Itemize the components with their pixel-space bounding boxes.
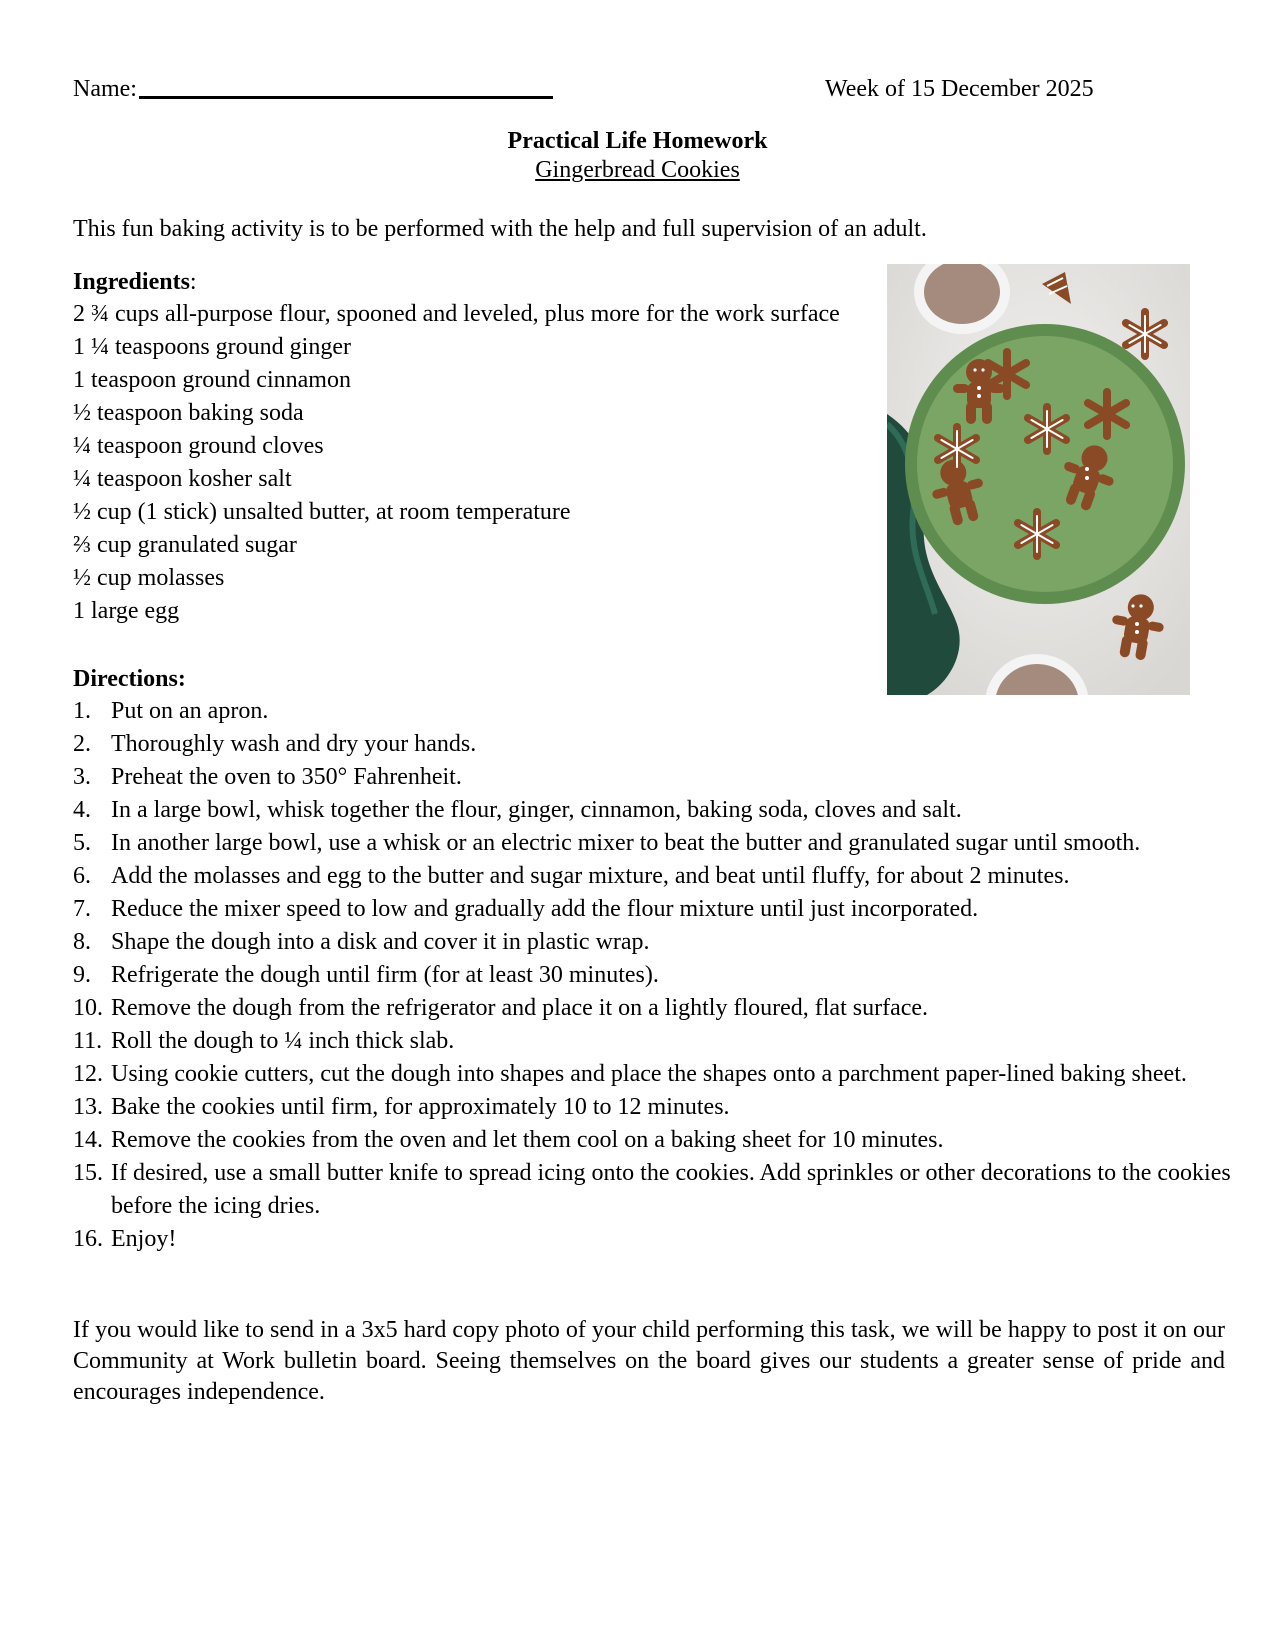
- step-number: 1.: [73, 698, 91, 724]
- gingerbread-cookies-photo-icon: [887, 264, 1190, 695]
- direction-step: [73, 1091, 1243, 1124]
- name-blank-line: [139, 96, 553, 99]
- page-subtitle: [0, 155, 1275, 185]
- intro-text: This fun baking activity is to be performed with the help and full supervision of an adult.: [73, 216, 927, 242]
- step-number: 12.: [73, 1061, 103, 1087]
- ingredient-item: ½ teaspoon baking soda: [73, 400, 304, 426]
- step-text: Reduce the mixer speed to low and gradually add the flour mixture until just incorporated.: [111, 896, 979, 922]
- direction-step: [73, 1157, 1243, 1223]
- step-text: Shape the dough into a disk and cover it in plastic wrap.: [111, 929, 650, 955]
- step-text: Roll the dough to ¼ inch thick slab.: [111, 1028, 455, 1054]
- ingredients-heading: Ingredients:: [73, 269, 197, 295]
- direction-step: [73, 1025, 1243, 1058]
- step-number: 14.: [73, 1127, 103, 1153]
- step-text: Remove the dough from the refrigerator and place it on a lightly floured, flat surface.: [111, 995, 929, 1021]
- step-text: In a large bowl, whisk together the flour, ginger, cinnamon, baking soda, cloves and salt.: [111, 797, 962, 823]
- ingredient-item: ½ cup molasses: [73, 565, 225, 591]
- ingredient-item: ⅔ cup granulated sugar: [73, 532, 297, 558]
- direction-step: [73, 992, 1243, 1025]
- direction-step: [73, 728, 1243, 761]
- step-text: Bake the cookies until firm, for approximately 10 to 12 minutes.: [111, 1094, 730, 1120]
- step-number: 4.: [73, 797, 91, 823]
- step-number: 3.: [73, 764, 91, 790]
- step-text: Preheat the oven to 350° Fahrenheit.: [111, 764, 462, 790]
- step-text: In another large bowl, use a whisk or an electric mixer to beat the butter and granulated sugar until smooth.: [111, 830, 1141, 856]
- closing-paragraph: If you would like to send in a 3x5 hard copy photo of your child performing this task, we will be happy to post it on our Community at Work bulletin board. Seeing themselves on the board gives our students a greater sense of pride and encourages independence.: [73, 1317, 1225, 1405]
- ingredients-list: [73, 298, 840, 628]
- step-number: 11.: [73, 1028, 103, 1054]
- step-number: 6.: [73, 863, 91, 889]
- step-number: 5.: [73, 830, 91, 856]
- step-number: 16.: [73, 1226, 103, 1252]
- direction-step: [73, 1124, 1243, 1157]
- direction-step: [73, 761, 1243, 794]
- directions-list: [73, 695, 1243, 1256]
- step-text: If desired, use a small butter knife to spread icing onto the cookies. Add sprinkles or other decorations to the cookies before the icing dries.: [111, 1160, 1231, 1219]
- step-text: Thoroughly wash and dry your hands.: [111, 731, 477, 757]
- direction-step: [73, 1223, 1243, 1256]
- step-text: Refrigerate the dough until firm (for at least 30 minutes).: [111, 962, 659, 988]
- step-text: Put on an apron.: [111, 698, 269, 724]
- direction-step: [73, 695, 1243, 728]
- direction-step: [73, 926, 1243, 959]
- ingredient-item: ¼ teaspoon kosher salt: [73, 466, 292, 492]
- direction-step: [73, 860, 1243, 893]
- ingredient-item: 1 ¼ teaspoons ground ginger: [73, 334, 351, 360]
- direction-step: [73, 893, 1243, 926]
- step-number: 2.: [73, 731, 91, 757]
- name-label: Name:: [73, 76, 137, 102]
- ingredient-item: 1 teaspoon ground cinnamon: [73, 367, 351, 393]
- step-number: 10.: [73, 995, 103, 1021]
- header-row: [73, 72, 1203, 106]
- step-number: 8.: [73, 929, 91, 955]
- week-date: Week of 15 December 2025: [825, 76, 1094, 102]
- ingredients-heading-label: Ingredients: [73, 269, 190, 295]
- direction-step: [73, 1058, 1243, 1091]
- step-number: 15.: [73, 1160, 103, 1186]
- step-number: 13.: [73, 1094, 103, 1120]
- step-text: Add the molasses and egg to the butter and sugar mixture, and beat until fluffy, for about 2 minutes.: [111, 863, 1070, 889]
- step-text: Enjoy!: [111, 1226, 177, 1252]
- direction-step: [73, 794, 1243, 827]
- ingredient-item: 2 ¾ cups all-purpose flour, spooned and leveled, plus more for the work surface: [73, 301, 840, 327]
- direction-step: [73, 959, 1243, 992]
- direction-step: [73, 827, 1243, 860]
- step-text: Remove the cookies from the oven and let them cool on a baking sheet for 10 minutes.: [111, 1127, 944, 1153]
- recipe-name: Gingerbread Cookies: [535, 157, 740, 183]
- ingredient-item: 1 large egg: [73, 598, 180, 624]
- page-title: Practical Life Homework: [507, 128, 768, 154]
- step-number: 9.: [73, 962, 91, 988]
- step-text: Using cookie cutters, cut the dough into shapes and place the shapes onto a parchment paper-lined baking sheet.: [111, 1061, 1187, 1087]
- ingredient-item: ½ cup (1 stick) unsalted butter, at room temperature: [73, 499, 571, 525]
- step-number: 7.: [73, 896, 91, 922]
- ingredient-item: ¼ teaspoon ground cloves: [73, 433, 324, 459]
- directions-heading: Directions:: [73, 666, 186, 692]
